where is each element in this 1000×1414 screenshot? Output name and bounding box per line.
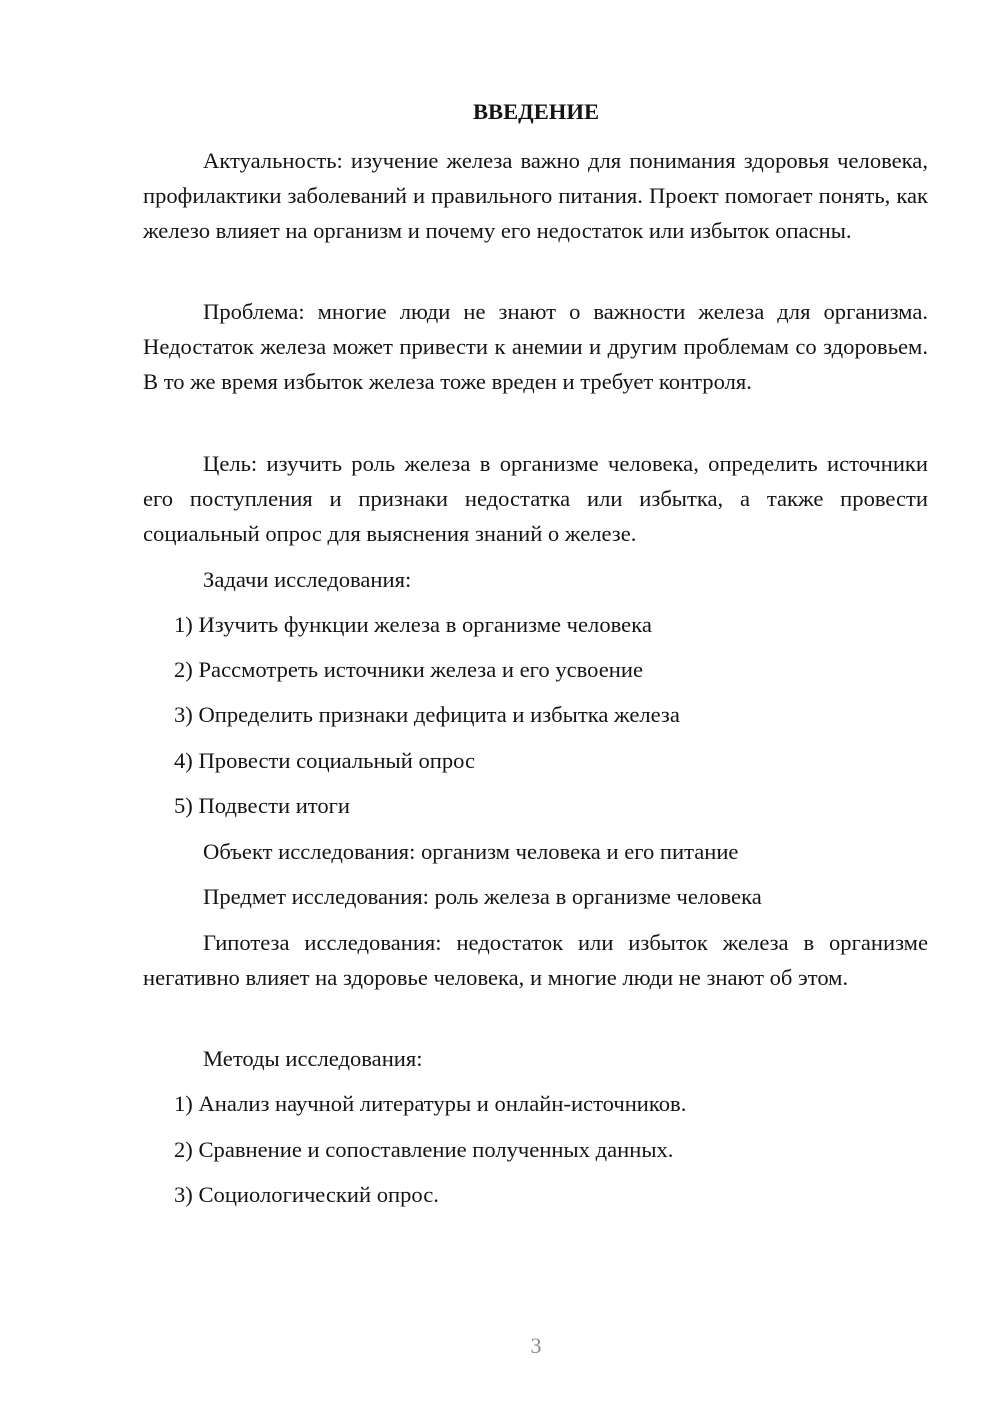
relevance-paragraph: Актуальность: изучение железа важно для понимания здоровья человека, профилактики заболеваний и правильного питания. Проект помогает понять, как железо влияет на организм и почему его недостаток или избыток опасны. [143, 148, 928, 243]
task-item: 2) Рассмотреть источники железа и его усвоение [174, 657, 643, 682]
hypothesis-paragraph: Гипотеза исследования: недостаток или избыток железа в организме негативно влияет на здоровье человека, и многие люди не знают об этом. [143, 930, 928, 990]
task-item: 4) Провести социальный опрос [174, 748, 476, 773]
page-number: 3 [530, 1333, 542, 1358]
task-item: 5) Подвести итоги [174, 793, 351, 818]
task-item: 1) Изучить функции железа в организме человека [174, 612, 652, 637]
tasks-heading: Задачи исследования: [203, 567, 412, 592]
goal-paragraph: Цель: изучить роль железа в организме человека, определить источники его поступления и признаки недостатка или избытка, а также провести социальный опрос для выяснения знаний о железе. [143, 451, 928, 546]
method-item: 3) Социологический опрос. [174, 1182, 439, 1207]
task-item: 3) Определить признаки дефицита и избытка железа [174, 702, 680, 727]
method-item: 1) Анализ научной литературы и онлайн-источников. [174, 1091, 687, 1116]
methods-heading: Методы исследования: [203, 1046, 423, 1071]
research-object: Объект исследования: организм человека и его питание [203, 839, 739, 864]
problem-paragraph: Проблема: многие люди не знают о важности железа для организма. Недостаток железа может привести к анемии и другим проблемам со здоровьем. В то же время избыток железа тоже вреден и требует контроля. [143, 299, 928, 394]
method-item: 2) Сравнение и сопоставление полученных данных. [174, 1137, 674, 1162]
section-heading: ВВЕДЕНИЕ [472, 99, 600, 124]
research-subject: Предмет исследования: роль железа в организме человека [203, 884, 762, 909]
